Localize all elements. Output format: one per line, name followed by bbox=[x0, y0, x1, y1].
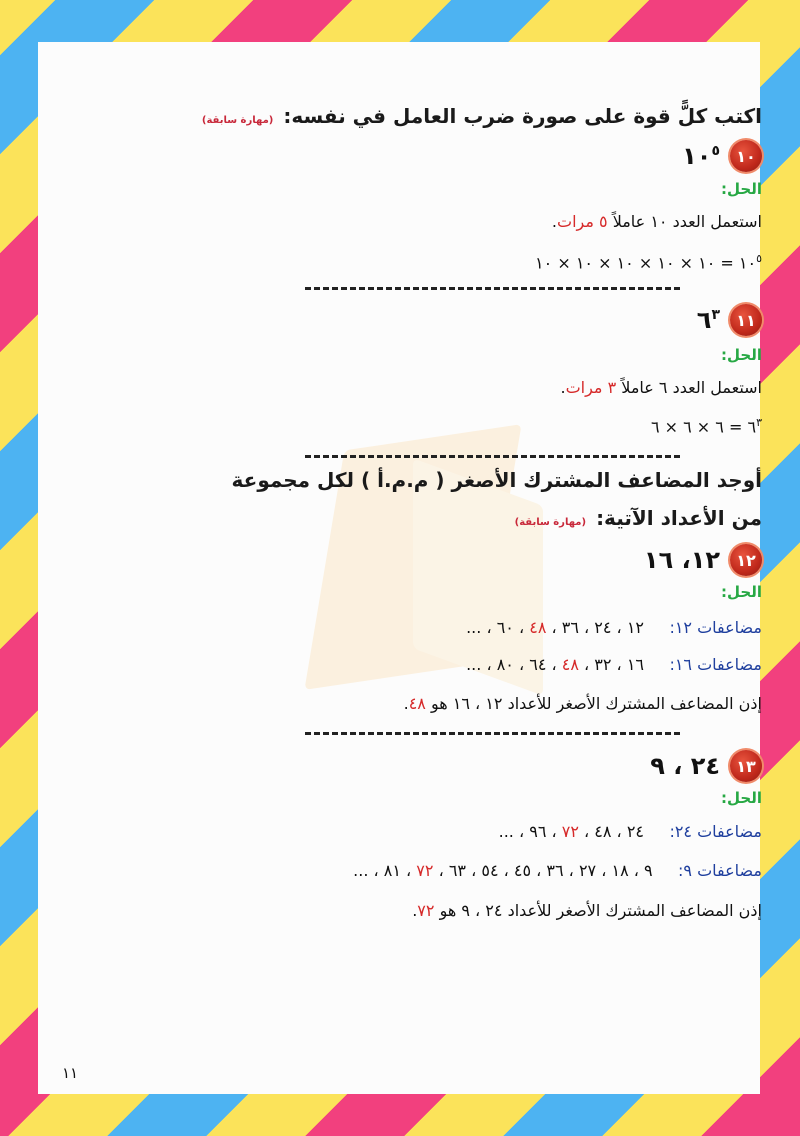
question-13-multiples-24: مضاعفات ٢٤: ٢٤ ، ٤٨ ، ٧٢ ، ٩٦ ، ... bbox=[498, 822, 762, 841]
question-13-multiples-9: مضاعفات ٩: ٩ ، ١٨ ، ٢٧ ، ٣٦ ، ٤٥ ، ٥٤ ، ٦٣ ، ٧٢ ، ٨١ ، ... bbox=[353, 861, 762, 880]
exercise-2-title: أوجد المضاعف المشترك الأصغر ( م.م.أ ) لكل مجموعة bbox=[231, 468, 762, 492]
question-11-header bbox=[697, 304, 762, 336]
question-12-conclusion: إذن المضاعف المشترك الأصغر للأعداد ١٢ ، ١٦ هو ٤٨. bbox=[403, 694, 762, 713]
separator-line bbox=[305, 287, 680, 290]
separator-line bbox=[305, 732, 680, 735]
solution-label: الحل: bbox=[721, 346, 762, 364]
exercise-1-title: اكتب كلًّ قوة على صورة ضرب العامل في نفسه:(مهارة سابقة) bbox=[201, 104, 762, 128]
prior-skill-tag: (مهارة سابقة) bbox=[514, 517, 587, 528]
question-13-numbers: ٢٤ ، ٩ bbox=[650, 752, 720, 780]
question-11-expression: $٦^٣$ bbox=[696, 306, 720, 334]
question-11-badge: ١١ bbox=[730, 304, 762, 336]
question-12-multiples-12: مضاعفات ١٢: ١٢ ، ٢٤ ، ٣٦ ، ٤٨ ، ٦٠ ، ... bbox=[466, 618, 762, 637]
question-13-header bbox=[650, 750, 762, 782]
question-13-badge: ١٣ bbox=[730, 750, 762, 782]
question-13-conclusion: إذن المضاعف المشترك الأصغر للأعداد ٢٤ ، ٩ هو ٧٢. bbox=[412, 901, 762, 920]
solution-label: الحل: bbox=[721, 180, 762, 198]
question-12-header bbox=[644, 544, 762, 576]
page-number: ١١ bbox=[62, 1064, 79, 1082]
question-10-equation: $١٠^٥$ = ١٠ × ١٠ × ١٠ × ١٠ × ١٠ bbox=[535, 252, 762, 273]
exercise-2-title-line2: من الأعداد الآتية:(مهارة سابقة) bbox=[514, 506, 762, 530]
solution-label: الحل: bbox=[721, 789, 762, 807]
question-10-header bbox=[682, 140, 762, 172]
question-11-equation: $٦^٣$ = ٦ × ٦ × ٦ bbox=[650, 416, 762, 437]
prior-skill-tag: (مهارة سابقة) bbox=[201, 115, 274, 126]
question-12-multiples-16: مضاعفات ١٦: ١٦ ، ٣٢ ، ٤٨ ، ٦٤ ، ٨٠ ، ... bbox=[466, 655, 762, 674]
question-10-badge: ١٠ bbox=[730, 140, 762, 172]
question-10-explanation: استعمل العدد ١٠ عاملاً ٥ مرات. bbox=[551, 212, 762, 231]
question-12-badge: ١٢ bbox=[730, 544, 762, 576]
solution-label: الحل: bbox=[721, 583, 762, 601]
question-10-expression: $١٠^٥$ bbox=[682, 142, 720, 170]
question-11-explanation: استعمل العدد ٦ عاملاً ٣ مرات. bbox=[560, 378, 762, 397]
separator-line bbox=[305, 455, 680, 458]
watermark-logo bbox=[293, 422, 593, 722]
question-12-numbers: ١٢، ١٦ bbox=[643, 546, 720, 574]
